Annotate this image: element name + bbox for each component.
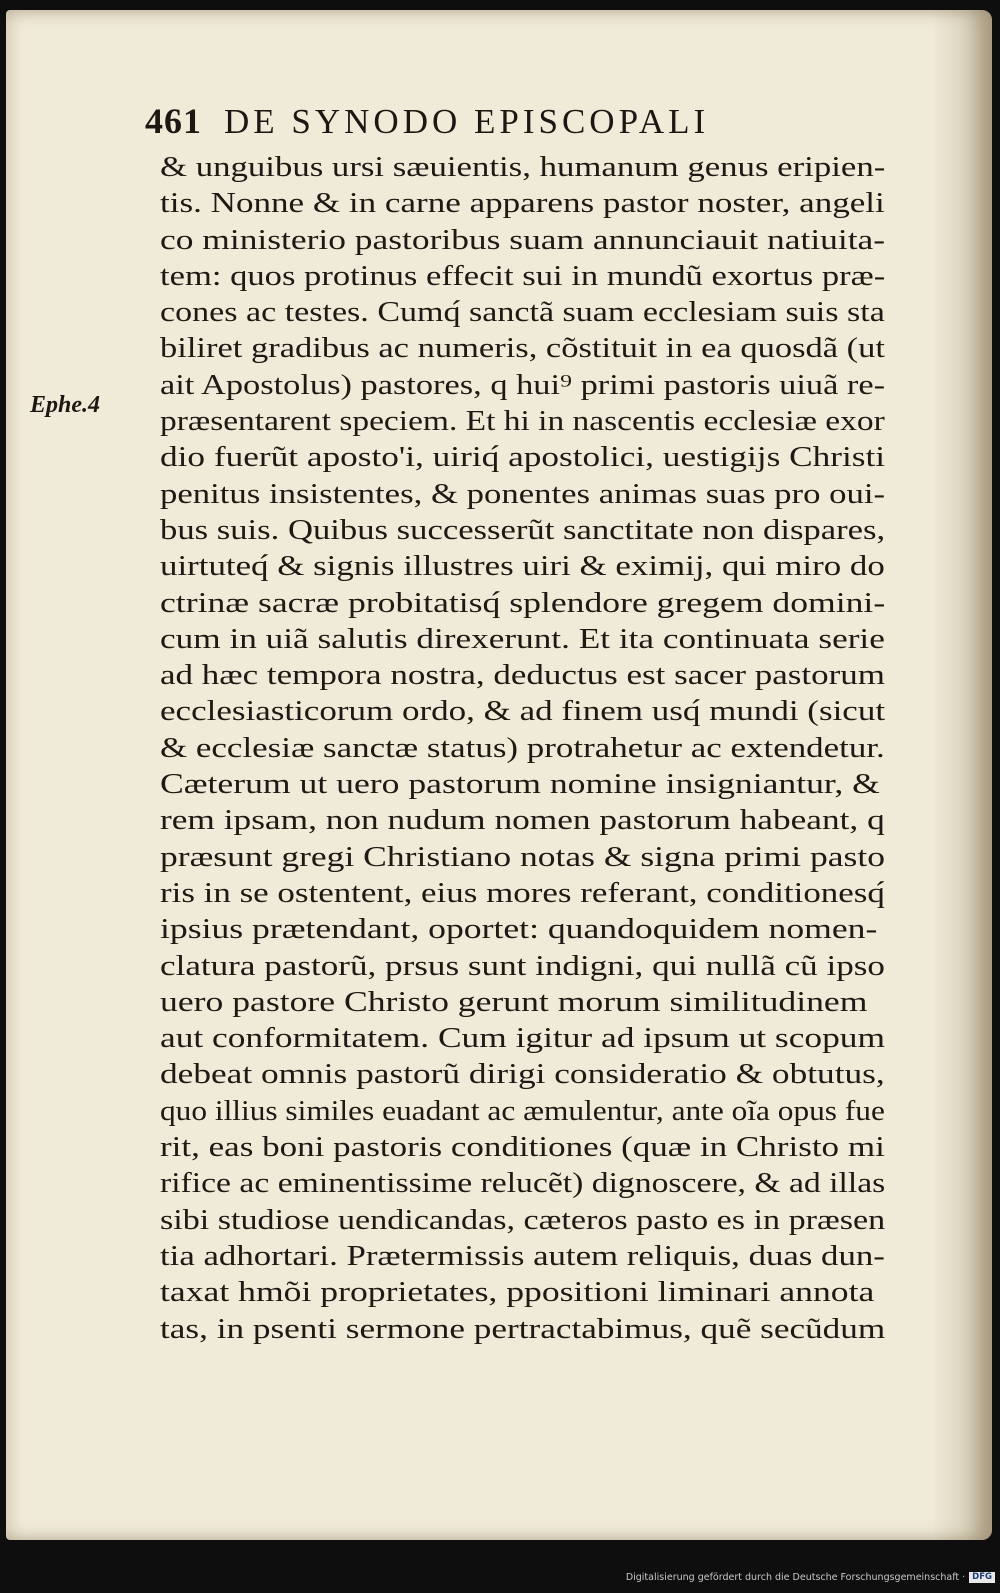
- text-line-content: clatura pastorũ, prsus sunt indigni, qui nullã cũ ipso: [160, 950, 885, 982]
- text-line-content: penitus insistentes, & ponentes animas suas pro oui-: [160, 478, 886, 510]
- running-head-title: DE SYNODO EPISCOPALI: [224, 102, 710, 141]
- text-line: [160, 767, 900, 803]
- text-line-content: dio fuerũt aposto'i, uiriq́ apostolici, uestigijs Christi: [160, 442, 886, 474]
- credit-text: Digitalisierung gefördert durch die Deutsche Forschungsgemeinschaft ·: [625, 1572, 966, 1583]
- text-line: [160, 150, 900, 186]
- text-line: [160, 223, 900, 259]
- text-line: [160, 477, 900, 513]
- text-line: [160, 513, 900, 549]
- text-line: [160, 1166, 900, 1202]
- text-line: [160, 658, 900, 694]
- text-line-content: & ecclesiæ sanctæ status) protrahetur ac extendetur.: [160, 732, 885, 764]
- marginal-note: Ephe.4: [30, 392, 101, 418]
- text-line: [160, 876, 900, 912]
- text-line-content: tas, in psenti sermone pertractabimus, quẽ secũdum: [160, 1313, 886, 1345]
- text-line-content: ris in se ostentent, eius mores referant, conditionesq́: [160, 877, 885, 909]
- text-line-content: ipsius prætendant, oportet: quandoquidem nomen-: [160, 914, 878, 946]
- digitization-credit: [0, 1572, 995, 1583]
- text-line-content: tem: quos protinus effecit sui in mundũ exortus præ-: [160, 260, 886, 292]
- text-line-content: præsentarent speciem. Et hi in nascentis ecclesiæ exor: [160, 406, 885, 438]
- text-line-content: debeat omnis pastorũ dirigi consideratio & obtutus,: [160, 1059, 885, 1091]
- text-line-content: ait Apostolus) pastores, q hui⁹ primi pastoris uiuã re-: [160, 369, 886, 401]
- text-line-content: ad hæc tempora nostra, deductus est sacer pastorum: [160, 660, 886, 692]
- text-line-content: quo illius similes euadant ac æmulentur, ante oĩa opus fue: [160, 1095, 885, 1127]
- text-line: [160, 1312, 900, 1348]
- text-line-content: rifice ac eminentissime relucẽt) dignoscere, & ad illas: [160, 1168, 886, 1200]
- text-line-content: aut conformitatem. Cum igitur ad ipsum ut scopum: [160, 1023, 885, 1055]
- body-text: [160, 150, 900, 1348]
- text-line: [160, 1275, 900, 1311]
- dfg-logo: DFG: [969, 1572, 995, 1583]
- text-line-content: cum in uiã salutis direxerunt. Et ita continuata serie: [160, 623, 885, 655]
- text-line-content: bus suis. Quibus successerũt sanctitate non dispares,: [160, 514, 886, 546]
- text-line: [160, 1094, 900, 1130]
- text-line-content: taxat hmõi proprietates, ppositioni liminari annota: [160, 1277, 875, 1309]
- text-line-content: tia adhortari. Prætermissis autem reliquis, duas dun-: [160, 1240, 885, 1272]
- text-line: [160, 1130, 900, 1166]
- text-line-content: præsunt gregi Christiano notas & signa primi pasto: [160, 841, 885, 873]
- text-line-content: rit, eas boni pastoris conditiones (quæ in Christo mi: [160, 1132, 885, 1164]
- text-line: [160, 694, 900, 730]
- text-line: [160, 549, 900, 585]
- text-line-content: ecclesiasticorum ordo, & ad finem usq́ mundi (sicut: [160, 696, 886, 728]
- text-line: [160, 985, 900, 1021]
- text-line-content: uirtuteq́ & signis illustres uiri & eximij, qui miro do: [160, 551, 885, 583]
- text-line: [160, 295, 900, 331]
- text-line: [160, 586, 900, 622]
- text-line: [160, 731, 900, 767]
- text-line: [160, 259, 900, 295]
- text-line: [160, 1021, 900, 1057]
- text-line: [160, 912, 900, 948]
- text-line-content: & unguibus ursi sæuientis, humanum genus eripien-: [160, 152, 886, 183]
- text-line-content: sibi studiose uendicandas, cæteros pasto es in præsen: [160, 1204, 886, 1236]
- text-line: [160, 622, 900, 658]
- text-line: [160, 1239, 900, 1275]
- text-line-content: uero pastore Christo gerunt morum similitudinem: [160, 986, 868, 1018]
- text-line: [160, 1057, 900, 1093]
- running-head: [145, 100, 805, 148]
- text-line-content: biliret gradibus ac numeris, cõstituit in ea quosdã (ut: [160, 333, 885, 365]
- text-line: [160, 368, 900, 404]
- text-line: [160, 803, 900, 839]
- text-line: [160, 1203, 900, 1239]
- text-line: [160, 404, 900, 440]
- text-line-content: co ministerio pastoribus suam annunciauit natiuita-: [160, 224, 886, 256]
- text-line-content: tis. Nonne & in carne apparens pastor noster, angeli: [160, 188, 885, 220]
- text-line: [160, 186, 900, 222]
- page-edge-shading: [932, 10, 992, 1540]
- text-line-content: ctrinæ sacræ probitatisq́ splendore gregem domini-: [160, 587, 886, 619]
- text-line-content: rem ipsam, non nudum nomen pastorum habeant, q: [160, 805, 885, 837]
- text-line: [160, 440, 900, 476]
- text-line: [160, 840, 900, 876]
- text-line: [160, 949, 900, 985]
- text-line-content: cones ac testes. Cumq́ sanctã suam ecclesiam suis sta: [160, 297, 885, 329]
- text-line: [160, 331, 900, 367]
- text-line-content: Cæterum ut uero pastorum nomine insigniantur, &: [160, 769, 880, 801]
- page-number: 461: [145, 101, 202, 141]
